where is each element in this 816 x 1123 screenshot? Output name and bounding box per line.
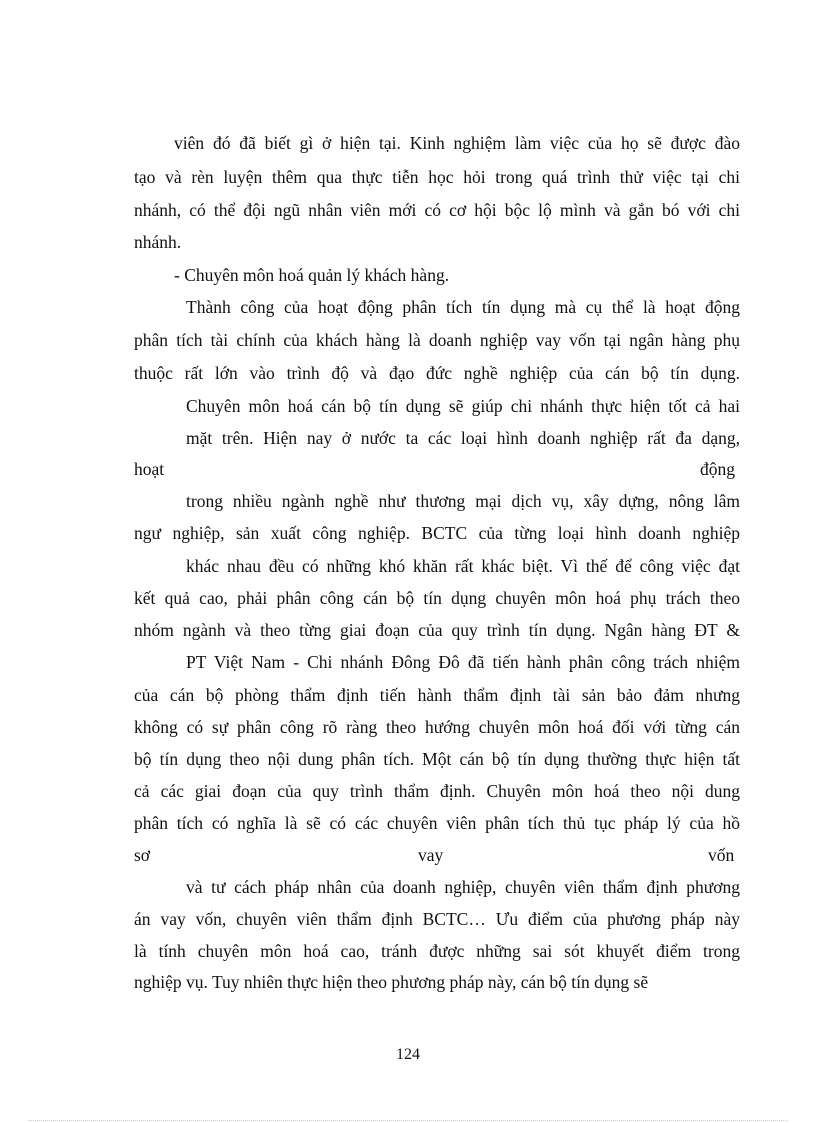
text-line: - Chuyên môn hoá quản lý khách hàng. (174, 265, 450, 285)
text-line: là tính chuyên môn hoá cao, tránh được những sai sót khuyết điểm trong (134, 941, 740, 961)
text-line: Thành công của hoạt động phân tích tín dụng mà cụ thể là hoạt động (186, 297, 740, 317)
text-line: nhánh. (134, 232, 182, 252)
text-line: nhóm ngành và theo từng giai đoạn của quy trình tín dụng. Ngân hàng ĐT & (134, 620, 740, 640)
text-line: phân tích có nghĩa là sẽ có các chuyên viên phân tích thủ tục pháp lý của hồ (134, 813, 740, 833)
text-line: Chuyên môn hoá cán bộ tín dụng sẽ giúp chi nhánh thực hiện tốt cả hai (186, 396, 740, 416)
text-line: PT Việt Nam - Chi nhánh Đông Đô đã tiến hành phân công trách nhiệm (186, 652, 740, 672)
text-line: và tư cách pháp nhân của doanh nghiệp, chuyên viên thẩm định phương (186, 877, 740, 897)
text-line: vay (418, 845, 444, 865)
text-line: thuộc rất lớn vào trình độ và đạo đức nghề nghiệp của cán bộ tín dụng. (134, 363, 740, 383)
text-line: mặt trên. Hiện nay ở nước ta các loại hình doanh nghiệp rất đa dạng, (186, 428, 740, 448)
text-line: vốn (708, 845, 735, 865)
text-line: cả các giai đoạn của quy trình thẩm định. Chuyên môn hoá theo nội dung (134, 781, 740, 801)
text-line: sơ (134, 845, 151, 865)
text-line: nghiệp vụ. Tuy nhiên thực hiện theo phương pháp này, cán bộ tín dụng sẽ (134, 972, 649, 992)
page-bottom-divider (28, 1120, 788, 1121)
text-line: tạo và rèn luyện thêm qua thực tiễn học hỏi trong quá trình thử việc tại chi (134, 167, 740, 187)
text-line: không có sự phân công rõ ràng theo hướng chuyên môn hoá đối với từng cán (134, 717, 740, 737)
page-number: 124 (396, 1046, 420, 1063)
text-line: án vay vốn, chuyên viên thẩm định BCTC… Ưu điểm của phương pháp này (134, 909, 740, 929)
text-line: trong nhiều ngành nghề như thương mại dịch vụ, xây dựng, nông lâm (186, 491, 740, 511)
text-line: khác nhau đều có những khó khăn rất khác biệt. Vì thế để công việc đạt (186, 556, 740, 576)
text-line: động (700, 459, 735, 479)
text-line: ngư nghiệp, sản xuất công nghiệp. BCTC của từng loại hình doanh nghiệp (134, 523, 740, 543)
text-line: kết quả cao, phải phân công cán bộ tín dụng chuyên môn hoá phụ trách theo (134, 588, 740, 608)
text-line: phân tích tài chính của khách hàng là doanh nghiệp vay vốn tại ngân hàng phụ (134, 330, 740, 350)
text-line: nhánh, có thể đội ngũ nhân viên mới có cơ hội bộc lộ mình và gắn bó với chi (134, 200, 740, 220)
text-line: hoạt (134, 459, 165, 479)
text-line: của cán bộ phòng thẩm định tiến hành thẩm định tài sản bảo đảm nhưng (134, 685, 740, 705)
text-line: viên đó đã biết gì ở hiện tại. Kinh nghiệm làm việc của họ sẽ được đào (174, 133, 740, 153)
text-line: bộ tín dụng theo nội dung phân tích. Một cán bộ tín dụng thường thực hiện tất (134, 749, 740, 769)
